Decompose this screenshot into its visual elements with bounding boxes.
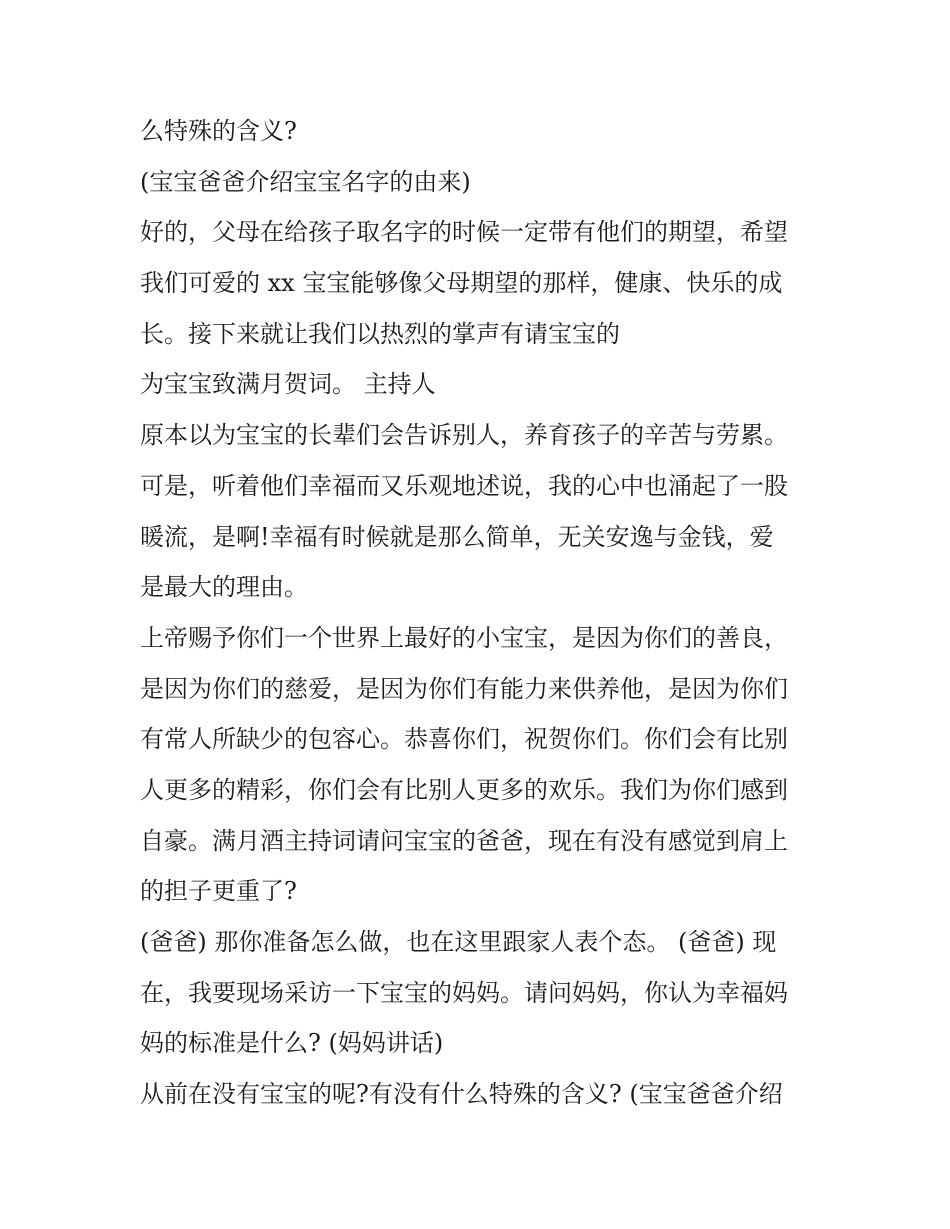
text-line: 的担子更重了? (140, 877, 297, 906)
text-line: (爸爸) 那你准备怎么做，也在这里跟家人表个态。 (爸爸) 现 (140, 928, 777, 956)
text-line: (宝宝爸爸介绍宝宝名字的由来) (140, 167, 471, 196)
text-line: 原本以为宝宝的长辈们会告诉别人，养育孩子的辛苦与劳累。 (140, 421, 788, 450)
text-line: 是最大的理由。 (140, 573, 308, 602)
text-line: 是因为你们的慈爱，是因为你们有能力来供养他，是因为你们 (140, 674, 788, 703)
text-line: 有常人所缺少的包容心。恭喜你们，祝贺你们。你们会有比别 (140, 725, 788, 754)
text-line: 妈的标准是什么? (妈妈讲话) (140, 1029, 444, 1058)
text-line: 我们可爱的 xx 宝宝能够像父母期望的那样，健康、快乐的成 (140, 269, 783, 298)
text-line: 自豪。满月酒主持词请问宝宝的爸爸，现在有没有感觉到肩上 (140, 826, 788, 855)
document-body (140, 106, 820, 1120)
text-line: 长。接下来就让我们以热烈的掌声有请宝宝的 (140, 319, 620, 348)
text-line: 可是，听着他们幸福而又乐观地述说，我的心中也涌起了一股 (140, 471, 788, 500)
text-line: 在，我要现场采访一下宝宝的妈妈。请问妈妈，你认为幸福妈 (140, 978, 788, 1007)
text-line: 为宝宝致满月贺词。 主持人 (140, 370, 436, 399)
text-line: 人更多的精彩，你们会有比别人更多的欢乐。我们为你们感到 (140, 775, 788, 804)
text-line: 上帝赐予你们一个世界上最好的小宝宝，是因为你们的善良， (140, 623, 788, 652)
text-line: 好的，父母在给孩子取名字的时候一定带有他们的期望，希望 (140, 218, 788, 247)
text-line: 么特殊的含义? (140, 117, 297, 145)
text-line: 从前在没有宝宝的呢?有没有什么特殊的含义? (宝宝爸爸介绍 (140, 1080, 783, 1109)
text-line: 暖流，是啊!幸福有时候就是那么简单，无关安逸与金钱，爱 (140, 522, 774, 551)
